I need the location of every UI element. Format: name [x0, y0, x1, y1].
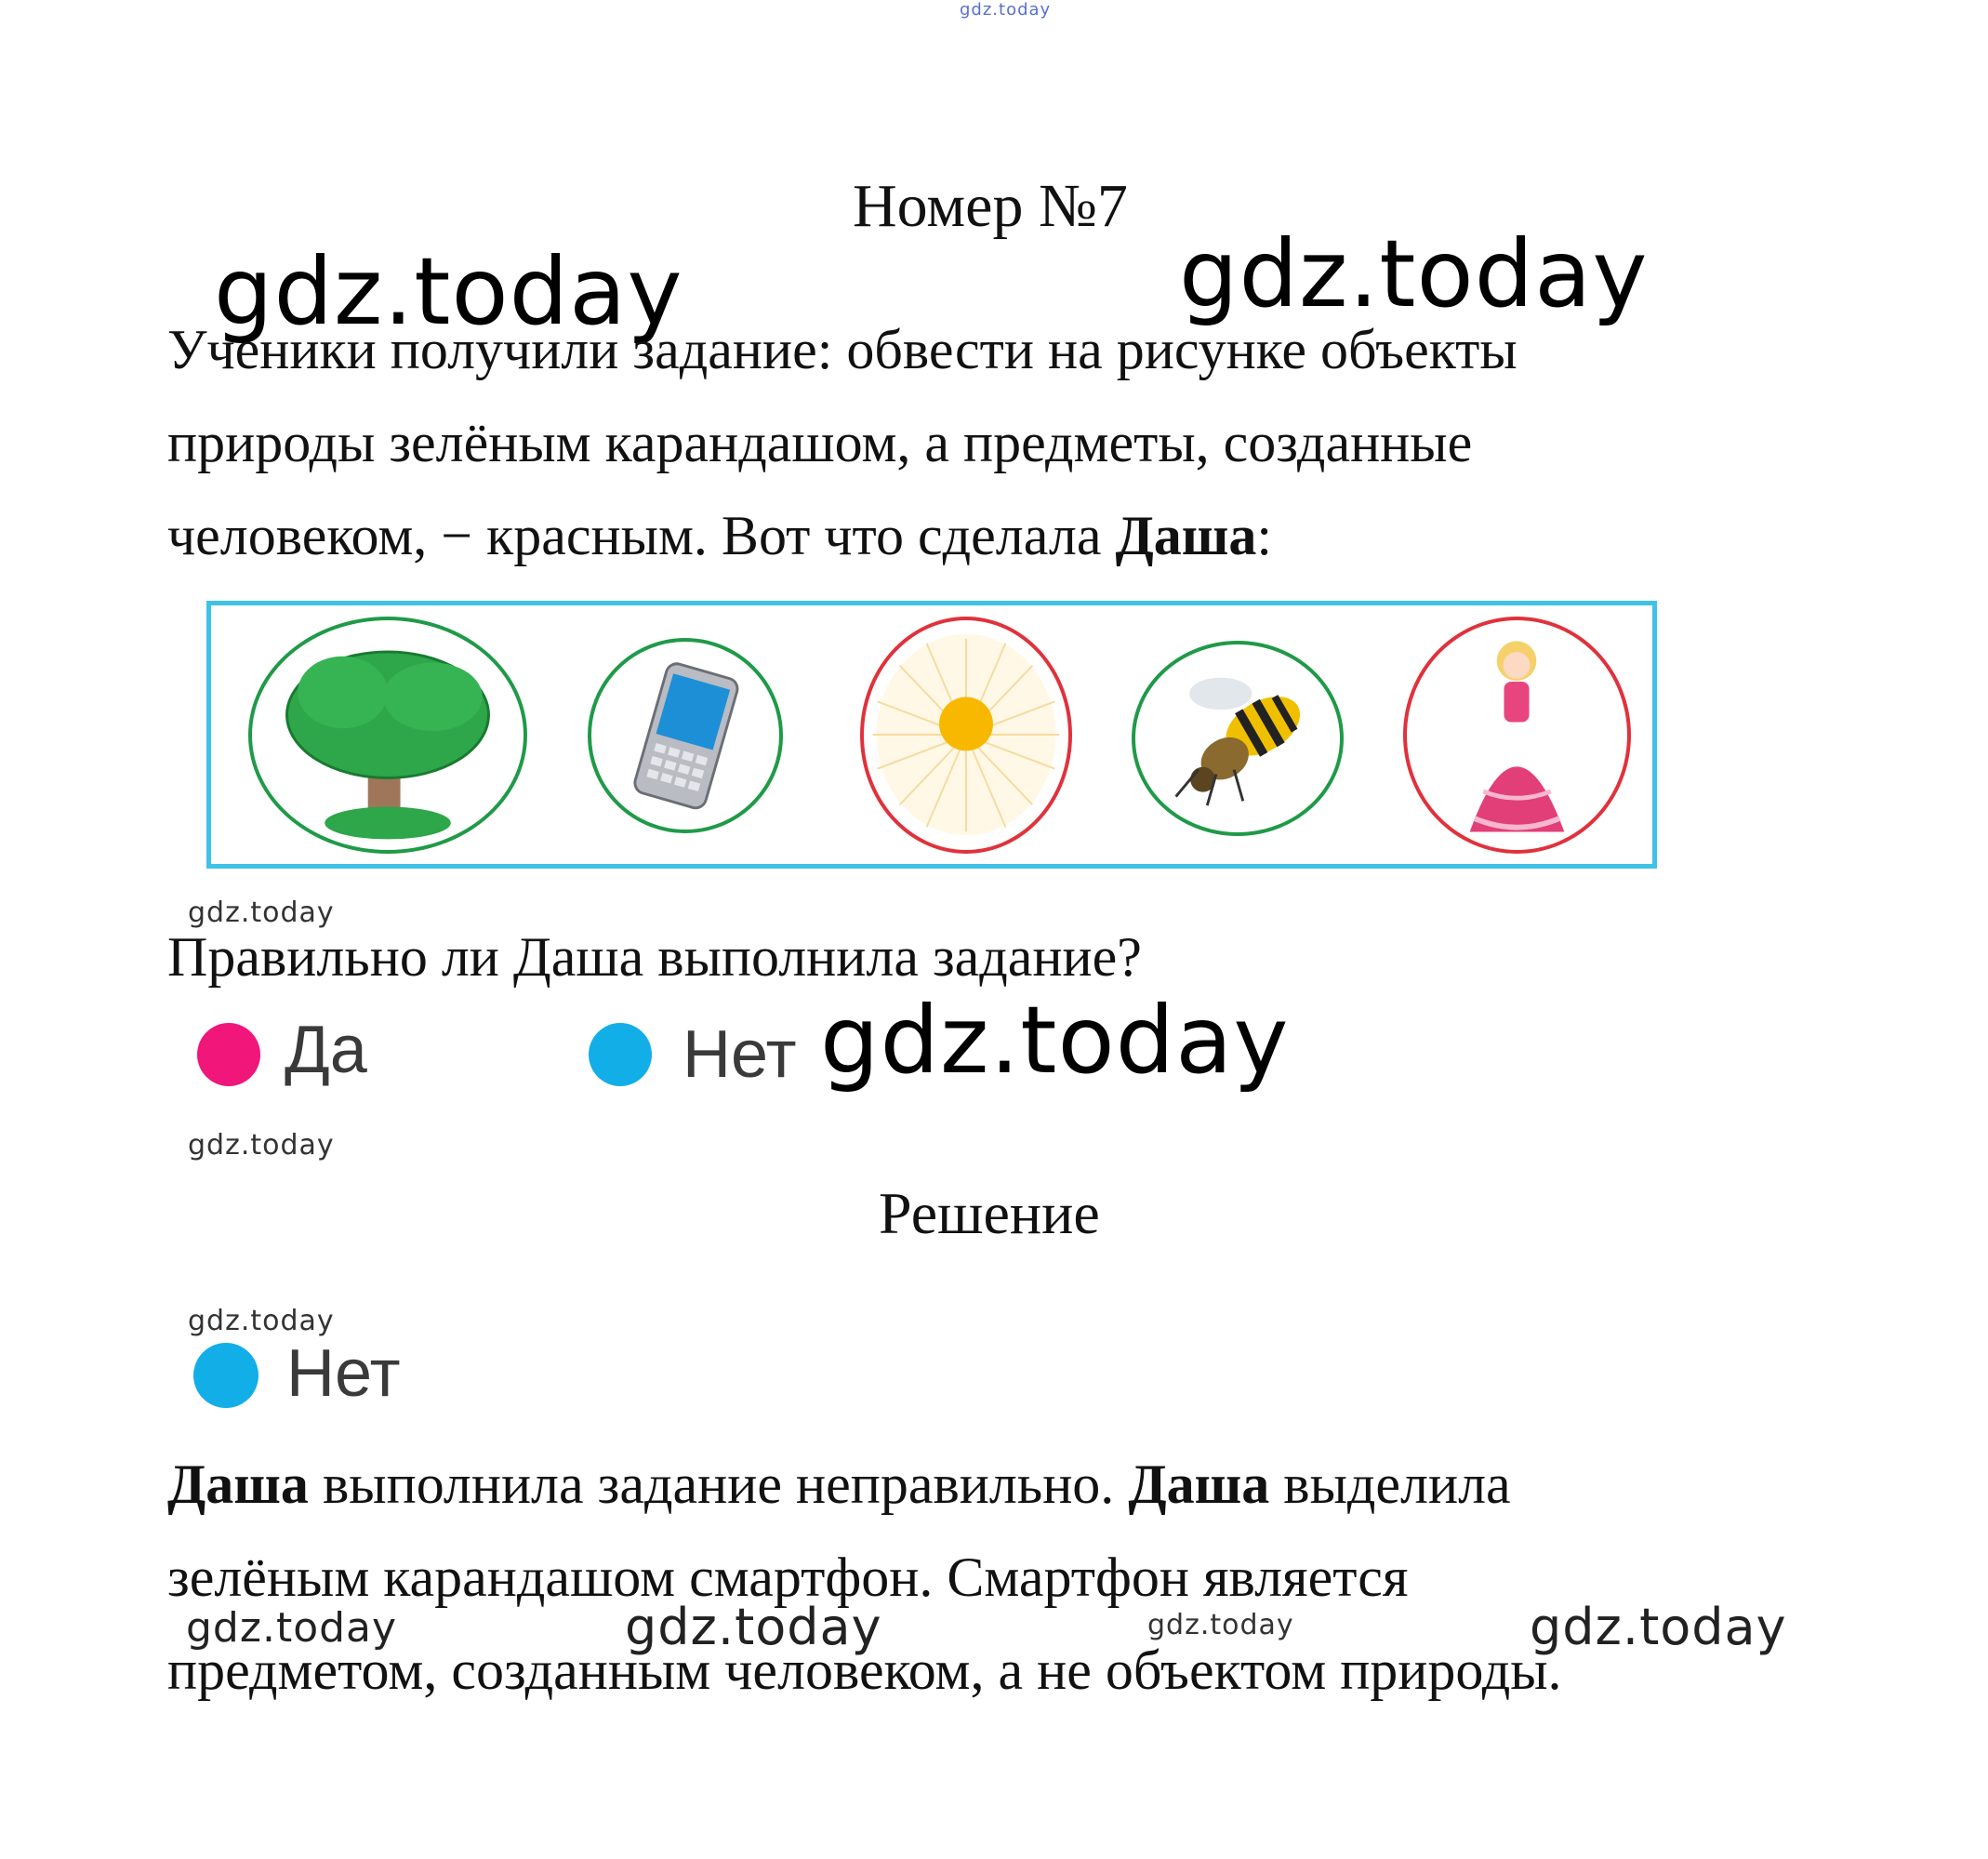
bee-icon	[1135, 644, 1340, 832]
smartphone-icon	[591, 642, 779, 830]
watermark: gdz.today	[214, 237, 683, 346]
explanation-text	[167, 1438, 1841, 1717]
task-line: человеком, − красным. Вот что сделала Даша:	[167, 505, 1273, 566]
header-watermark: gdz.today	[960, 0, 1052, 20]
watermark: gdz.today	[1530, 1598, 1787, 1656]
watermark: gdz.today	[625, 1598, 882, 1656]
explanation-line: зелёным карандашом смартфон. Смартфон является	[167, 1547, 1409, 1608]
page-title: Номер №7	[853, 172, 1128, 240]
answer-label: Нет	[286, 1336, 401, 1411]
tree-icon	[252, 620, 524, 850]
watermark: gdz.today	[1147, 1609, 1294, 1641]
sun-icon	[864, 620, 1068, 850]
explanation-line: Даша выполнила задание неправильно. Даша выделила	[167, 1454, 1511, 1515]
task-line: природы зелёным карандашом, а предметы, созданные	[167, 412, 1473, 473]
question-text: Правильно ли Даша выполнила задание?	[167, 926, 1142, 988]
watermark: gdz.today	[188, 1305, 335, 1337]
picture-item[interactable]	[1403, 617, 1631, 854]
name-dasha: Даша	[1115, 505, 1257, 566]
task-line: Ученики получили задание: обвести на рисунке объекты	[167, 319, 1518, 380]
picture-item[interactable]	[1132, 641, 1344, 836]
watermark: gdz.today	[188, 1129, 335, 1162]
solution-heading: Решение	[879, 1180, 1100, 1246]
picture-item[interactable]	[860, 617, 1072, 854]
watermark: gdz.today	[1179, 219, 1649, 328]
watermark: gdz.today	[820, 986, 1290, 1095]
pictures-panel	[206, 601, 1657, 869]
watermark: gdz.today	[188, 896, 335, 929]
picture-item[interactable]	[248, 617, 527, 854]
watermark: gdz.today	[186, 1604, 398, 1652]
option-yes-label[interactable]: Да	[285, 1013, 367, 1087]
picture-item[interactable]	[588, 638, 783, 833]
option-yes-dot[interactable]	[197, 1023, 260, 1086]
option-no-dot[interactable]	[589, 1023, 652, 1086]
explanation-line: предметом, созданным человеком, а не объектом природы.	[167, 1640, 1562, 1701]
task-text	[167, 303, 1841, 582]
doll-icon	[1407, 620, 1627, 850]
answer-dot	[193, 1343, 258, 1408]
option-no-label[interactable]: Нет	[683, 1017, 797, 1092]
